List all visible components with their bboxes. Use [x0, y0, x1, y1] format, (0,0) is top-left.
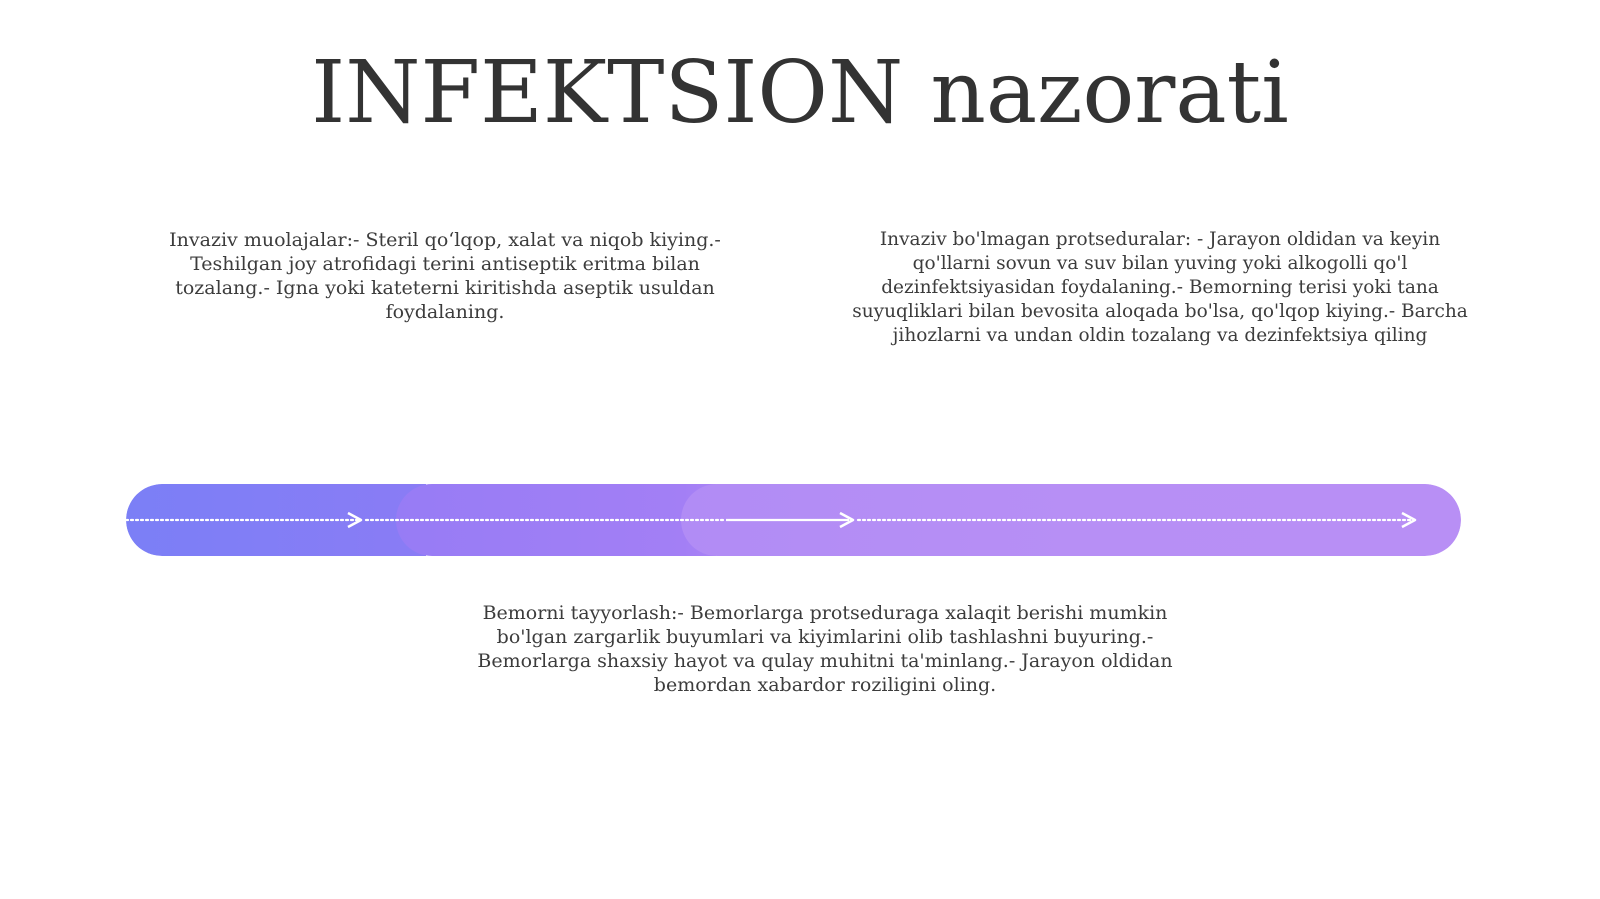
step-text-patient-prep: Bemorni tayyorlash:- Bemorlarga protseduraga xalaqit berishi mumkin bo'lgan zargarlik buyumlari va kiyimlarini olib tashlashni buyuring.- Bemorlarga shaxsiy hayot va qulay muhitni ta'minlang.- Jarayon oldidan bemordan xabardor roziligini oling. [477, 602, 1173, 696]
step-text-non-invasive: Invaziv bo'lmagan protseduralar: - Jarayon oldidan va keyin qo'llarni sovun va suv bilan yuving yoki alkogolli qo'l dezinfektsiyasidan foydalaning.- Bemorning terisi yoki tana suyuqliklari bilan bevosita aloqada bo'lsa, qo'lqop kiying.- Barcha jihozlarni va undan oldin tozalang va dezinfektsiya qiling [852, 229, 1468, 346]
page-title: INFEKTSION nazorati [311, 43, 1289, 143]
timeline-arrows [126, 484, 1461, 556]
timeline-bar [126, 484, 1461, 556]
step-text-invasive: Invaziv muolajalar:- Steril qo‘lqop, xalat va niqob kiying.- Teshilgan joy atrofidagi terini antiseptik eritma bilan tozalang.- Igna yoki kateterni kiritishda aseptik usuldan foydalaning. [169, 229, 721, 323]
